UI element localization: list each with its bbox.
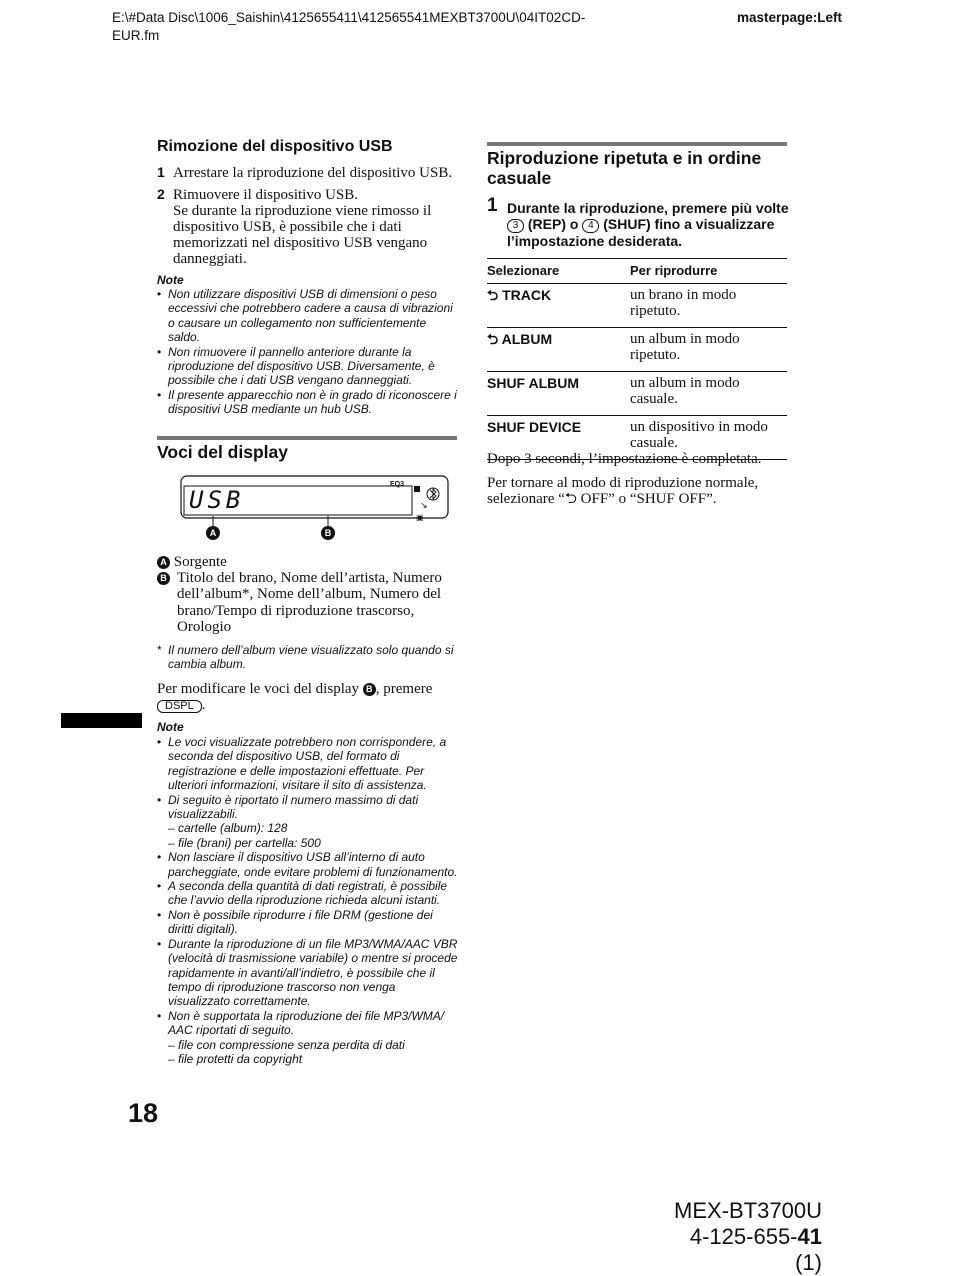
repeat-icon: ⮌ [487, 331, 499, 347]
footnote-text: Il numero dell’album viene visualizzato solo quando si cambia album. [168, 643, 454, 672]
heading-rimozione: Rimozione del dispositivo USB [157, 138, 393, 155]
note-item: • Il presente apparecchio non è in grado di riconoscere i dispositivi USB mediante un hub USB. [157, 388, 457, 417]
step-text: Rimuovere il dispositivo USB. [173, 187, 359, 203]
callout-b-icon: B [157, 572, 170, 585]
table-cell-value: un dispositivo in modo casuale. [630, 416, 787, 460]
svg-text:↘: ↘ [420, 500, 428, 510]
after-text: Dopo 3 secondi, l’impostazione è completata. [487, 451, 762, 467]
return-post: OFF” o “SHUF OFF”. [576, 491, 717, 507]
step-number: 1 [157, 164, 165, 180]
note-item: • Non è possibile riprodurre i file DRM (gestione dei diritti digitali). [157, 908, 459, 937]
table-cell-key: SHUF DEVICE [487, 416, 630, 460]
step-text: (REP) o [527, 216, 579, 232]
table-cell-key: SHUF ALBUM [487, 372, 630, 416]
settings-table [487, 258, 787, 460]
note-title: Note [157, 273, 184, 287]
section-rule [487, 142, 787, 146]
section-rule [157, 436, 457, 440]
note-item: • Non utilizzare dispositivi USB di dimensioni o peso eccessivi che potrebbero cadere a causa di vibrazioni o causare un collegamento non sufficientemente saldo. [157, 287, 457, 345]
button-4-glyph: 4 [582, 219, 599, 233]
callout-a-icon: A [157, 556, 170, 569]
legend-b: Titolo del brano, Nome dell’artista, Numero dell’album*, Nome dell’album, Numero del brano/Tempo di riproduzione trascorso, Orologio [177, 570, 442, 635]
note-item [157, 793, 459, 851]
code-pre: 4-125-655- [689, 1224, 798, 1249]
display-source-text: USB [189, 486, 245, 514]
model-code [660, 1224, 822, 1276]
note-text: Non è supportata la riproduzione dei file MP3/WMA/ AAC riportati di seguito. [168, 1008, 445, 1038]
table-cell-key [487, 284, 630, 328]
callout-a: A [209, 528, 217, 538]
heading-ripetuta: Riproduzione ripetuta e in ordine casuale [487, 148, 762, 188]
note-title: Note [157, 720, 184, 734]
step-2 [157, 186, 447, 267]
heading-voci: Voci del display [157, 442, 288, 462]
button-3-glyph: 3 [507, 219, 524, 233]
table-header-row [487, 259, 787, 284]
note-item: • A seconda della quantità di dati registrati, è possibile che l’avvio della riproduzione richieda alcuni istanti. [157, 879, 459, 908]
step-1 [157, 164, 457, 181]
note-item: • Durante la riproduzione di un file MP3/WMA/AAC VBR (velocità di trasmissione variabile) o mentre si procede rapidamente in avanti/all’indietro, è possibile che il tempo di riproduzione trascorso non venga visualizzato correttamente. [157, 937, 459, 1009]
note-sub: – file (brani) per cartella: 500 [168, 835, 321, 850]
legend-a: Sorgente [173, 554, 227, 570]
table-row [487, 372, 787, 416]
note-item: • Non lasciare il dispositivo USB all’interno di auto parcheggiate, onde evitare problemi di funzionamento. [157, 850, 459, 879]
step-number: 1 [487, 195, 498, 216]
masterpage-label: masterpage:Left [736, 10, 842, 25]
note-item [157, 1009, 459, 1067]
note-sub: – file con compressione senza perdita di dati [168, 1037, 405, 1052]
table-cell-value: un brano in modo ripetuto. [630, 284, 787, 328]
note-item: • Non rimuovere il pannello anteriore durante la riproduzione del dispositivo USB. Diversamente, è possibile che i dati USB vengano danneggiati. [157, 345, 457, 388]
table-row [487, 284, 787, 328]
key-text: ALBUM [501, 331, 553, 347]
return-text [487, 475, 787, 507]
table-cell-value: un album in modo ripetuto. [630, 328, 787, 372]
header-cell: Selezionare [487, 259, 630, 284]
code-post: (1) [795, 1250, 822, 1275]
modify-text-post: , premere [375, 681, 433, 697]
note-item: • Le voci visualizzate potrebbero non corrispondere, a seconda del dispositivo USB, del formato di registrazione e delle impostazioni effettuate. Per ulteriori informazioni, visitare il sito di assistenza. [157, 735, 459, 793]
svg-text:EQ3: EQ3 [390, 481, 405, 488]
display-legend [157, 554, 457, 635]
step-text: Arrestare la riproduzione del dispositivo USB. [173, 165, 453, 181]
header-cell: Per riprodurre [630, 259, 787, 284]
step-number: 2 [157, 186, 165, 202]
notes-list-voci [157, 735, 459, 1066]
model-name: MEX-BT3700U [674, 1198, 822, 1223]
note-text: Di seguito è riportato il numero massimo di dati visualizzabili. [168, 792, 419, 822]
page-number: 18 [128, 1098, 159, 1128]
file-path-header: E:\#Data Disc\1006_Saishin\4125655411\412565541MEXBT3700U\04IT02CD-EUR.fm [112, 10, 586, 43]
table-cell-key [487, 328, 630, 372]
callout-b: B [324, 528, 332, 538]
step-text: (SHUF) fino a visualizzare l’impostazione desiderata. [507, 216, 775, 249]
model-info [660, 1198, 822, 1276]
settings-table-wrap [487, 258, 787, 460]
step-text: Durante la riproduzione, premere più volte [507, 200, 789, 216]
section-tab-bar [61, 713, 142, 728]
note-sub: – cartelle (album): 128 [168, 821, 288, 836]
dspl-button-glyph: DSPL [157, 700, 202, 713]
repeat-icon: ⮌ [564, 491, 577, 507]
callout-b-icon: B [363, 683, 376, 696]
table-cell-value: un album in modo casuale. [630, 372, 787, 416]
notes-list-rimozione [157, 287, 457, 417]
return-pre: Per tornare al modo di riproduzione normale, selezionare “ [487, 475, 759, 507]
step-detail: Se durante la riproduzione viene rimosso il dispositivo USB, è possibile che i dati memorizzati nel dispositivo USB vengano danneggiati. [173, 203, 432, 267]
table-row [487, 328, 787, 372]
footnote-mark: * [157, 643, 162, 657]
modify-instruction: Per modificare le voci del display B , premere DSPL . [157, 681, 433, 713]
code-bold: 41 [797, 1224, 822, 1249]
modify-text-pre: Per modificare le voci del display [157, 681, 360, 697]
key-text: TRACK [502, 287, 552, 303]
footnote [157, 643, 457, 672]
display-illustration [180, 474, 450, 546]
svg-text:▣: ▣ [416, 513, 424, 522]
note-sub: – file protetti da copyright [168, 1051, 303, 1066]
repeat-icon: ⮌ [487, 287, 499, 303]
step-ripetuta [487, 195, 789, 249]
